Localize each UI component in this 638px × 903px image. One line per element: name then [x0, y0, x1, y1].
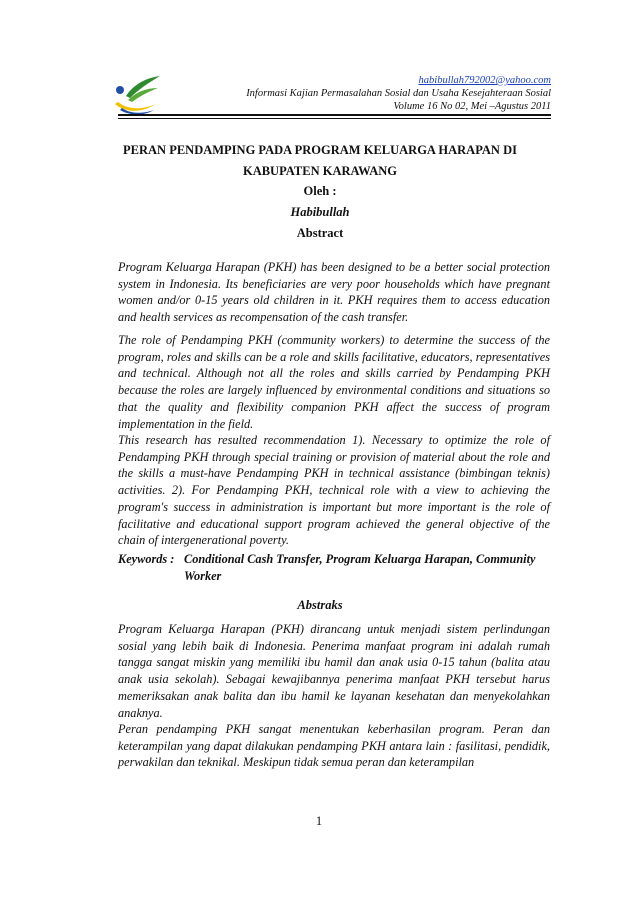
journal-logo-icon — [112, 74, 162, 118]
page-number: 1 — [315, 814, 323, 828]
header-rule-thin — [118, 118, 551, 119]
keywords-line-1: Conditional Cash Transfer, Program Keluarga Harapan, Community — [184, 552, 536, 566]
abstrak-heading: Abstraks — [297, 598, 343, 612]
abstract-en-p3: This research has resulted recommendation 1). Necessary to optimize the role of Pendamping PKH through special training or provision of material about the role and the skills a must-have Pendamping PKH in technical assistance (bimbingan teknis) activities. 2). For Pendamping PKH, technical role with a view to achieving the program's success in administration is important but more important is the role of facilitative and educational support program achieved the general objective of the chain of intergenerational poverty. — [118, 433, 550, 548]
paper-title-line-1: PERAN PENDAMPING PADA PROGRAM KELUARGA HARAPAN DI — [123, 143, 517, 157]
by-label: Oleh : — [303, 184, 337, 198]
keywords-label: Keywords : — [118, 552, 175, 566]
abstrak-id-p2: Peran pendamping PKH sangat menentukan keberhasilan program. Peran dan keterampilan yang dapat dilakukan pendamping PKH antara lain : fasilitasi, pendidik, perwakilan dan teknikal. Meskipun tidak semua peran dan keterampilan — [118, 722, 550, 770]
abstract-en-p2: The role of Pendamping PKH (community workers) to determine the success of the program, roles and skills can be a role and skills facilitative, educators, representatives and technical. Although not all the roles and skills carried by Pendamping PKH because the roles are largely influenced by environmental conditions and situations so that the quality and flexibility companion PKH affect the success of program implementation in the field. — [118, 333, 550, 431]
journal-volume: Volume 16 No 02, Mei –Agustus 2011 — [393, 101, 551, 112]
keywords — [118, 551, 550, 584]
journal-name: Informasi Kajian Permasalahan Sosial dan Usaha Kesejahteraan Sosial — [246, 88, 551, 99]
journal-header — [246, 74, 551, 113]
abstract-heading: Abstract — [296, 226, 344, 240]
keywords-line-2: Worker — [184, 568, 222, 583]
abstract-en-p1: Program Keluarga Harapan (PKH) has been designed to be a better social protection system in Indonesia. Its beneficiaries are very poor households which have pregnant women and/or 0-15 years old children in it. PKH requires them to access education and health services as recompensation of the cash transfer. — [118, 260, 550, 325]
abstrak-id-p1: Program Keluarga Harapan (PKH) dirancang untuk menjadi sistem perlindungan sosial yang lebih baik di Indonesia. Penerima manfaat program ini adalah rumah tangga sangat miskin yang memiliki ibu hamil dan anak usia 0-15 tahun (balita atau anak usia sekolah). Sebagai kewajibannya penerima manfaat PKH tersebut harus memeriksakan anak balita dan ibu hamil ke layanan kesehatan dan menyekolahkan anaknya. — [118, 622, 550, 720]
header-rule-thick — [118, 114, 551, 116]
author-email-link[interactable]: habibullah792002@yahoo.com — [418, 75, 551, 86]
paper-title-line-2: KABUPATEN KARAWANG — [242, 164, 398, 178]
author-name: Habibullah — [290, 205, 350, 219]
